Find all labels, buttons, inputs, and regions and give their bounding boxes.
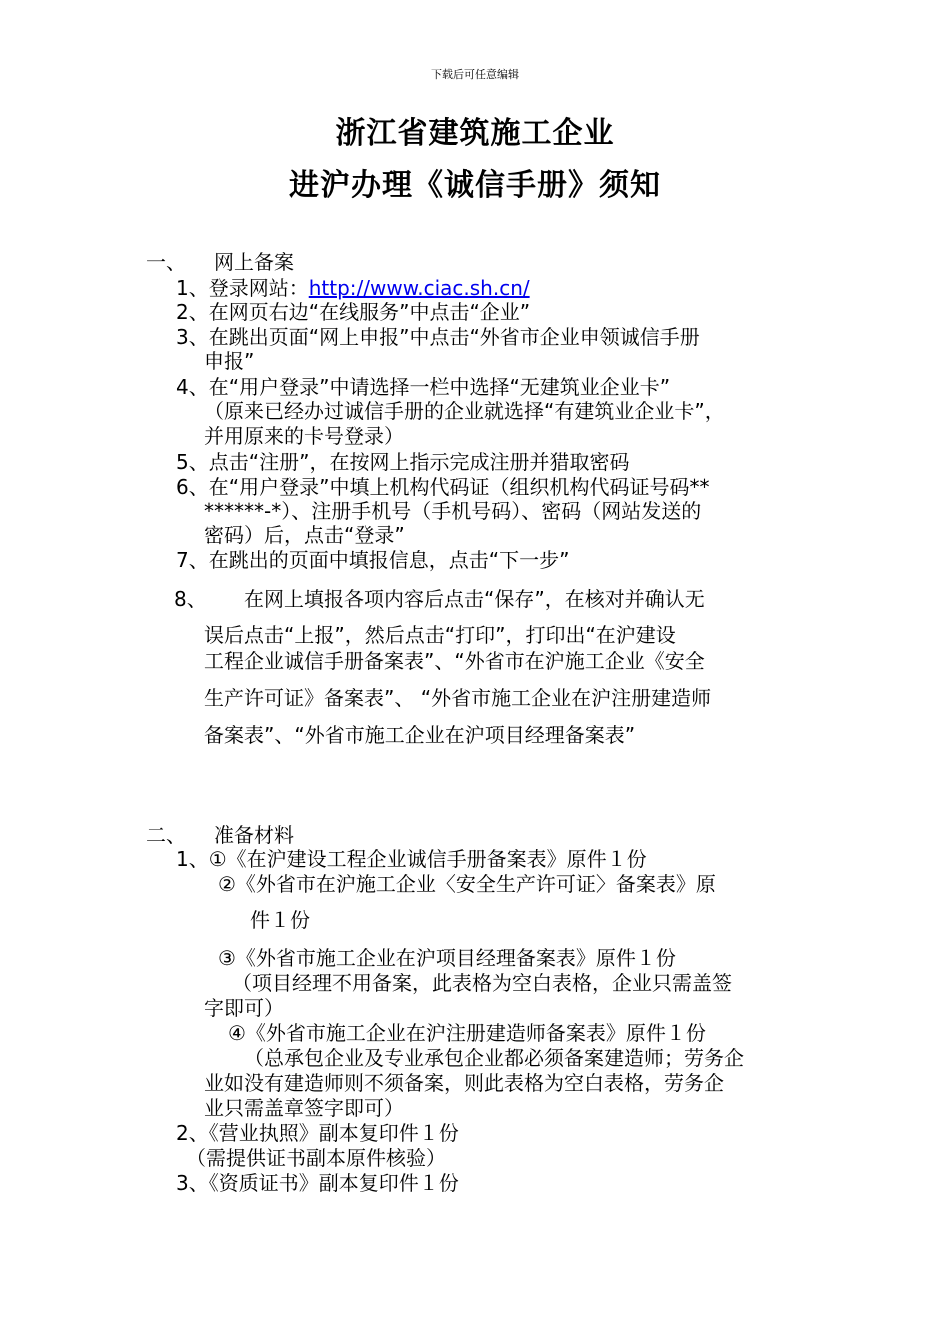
item-4-line-3: 并用原来的卡号登录） bbox=[204, 424, 404, 448]
material-1c-note-line-2: 字即可） bbox=[204, 996, 284, 1020]
material-1d-note-line-3: 业只需盖章签字即可） bbox=[204, 1096, 404, 1120]
item-8-line-4: 生产许可证》备案表”、 “外省市施工企业在沪注册建造师 bbox=[204, 686, 712, 710]
material-3: 3、《资质证书》副本复印件１份 bbox=[176, 1171, 459, 1195]
item-6-line-3: 密码）后，点击“登录” bbox=[204, 523, 405, 547]
item-8-line-1: 在网上填报各项内容后点击“保存”，在核对并确认无 bbox=[244, 587, 705, 611]
section-2-number: 二、 bbox=[146, 823, 186, 847]
item-6-line-1: 6、在“用户登录”中填上机构代码证（组织机构代码证号码** bbox=[176, 475, 710, 499]
section-1-heading: 网上备案 bbox=[214, 250, 294, 274]
item-8-line-3: 工程企业诚信手册备案表”、“外省市在沪施工企业《安全 bbox=[204, 649, 705, 673]
item-4-line-1: 4、在“用户登录”中请选择一栏中选择“无建筑业企业卡” bbox=[176, 375, 671, 399]
website-link[interactable]: http://www.ciac.sh.cn/ bbox=[308, 276, 530, 300]
material-2: 2、《营业执照》副本复印件１份 bbox=[176, 1121, 459, 1145]
item-3-line-2: 申报” bbox=[204, 349, 255, 373]
material-1c: ③《外省市施工企业在沪项目经理备案表》原件１份 bbox=[218, 946, 676, 970]
material-1d-note-line-2: 业如没有建造师则不须备案，则此表格为空白表格，劳务企 bbox=[204, 1071, 724, 1095]
material-1a: 1、①《在沪建设工程企业诚信手册备案表》原件１份 bbox=[176, 847, 647, 871]
item-6-line-2: ******-*）、注册手机号（手机号码）、密码（网站发送的 bbox=[204, 499, 702, 523]
item-8-line-2: 误后点击“上报”，然后点击“打印”，打印出“在沪建设 bbox=[204, 623, 676, 647]
material-1c-note-line-1: （项目经理不用备案，此表格为空白表格，企业只需盖签 bbox=[232, 971, 732, 995]
document-title-line-2: 进沪办理《诚信手册》须知 bbox=[289, 168, 661, 203]
section-2-heading: 准备材料 bbox=[214, 823, 294, 847]
material-1b-line-2: 件１份 bbox=[250, 908, 310, 932]
material-1b-line-1: ②《外省市在沪施工企业〈安全生产许可证〉备案表》原 bbox=[218, 872, 716, 896]
document-title-line-1: 浙江省建筑施工企业 bbox=[335, 116, 615, 151]
item-7: 7、在跳出的页面中填报信息，点击“下一步” bbox=[176, 548, 570, 572]
material-2-note: （需提供证书副本原件核验） bbox=[186, 1146, 446, 1170]
section-1-number: 一、 bbox=[146, 250, 186, 274]
item-1 bbox=[176, 276, 530, 300]
header-note: 下载后可任意编辑 bbox=[431, 68, 519, 81]
item-2: 2、在网页右边“在线服务”中点击“企业” bbox=[176, 300, 531, 324]
item-8-number: 8、 bbox=[174, 587, 207, 611]
item-8-line-5: 备案表”、“外省市施工企业在沪项目经理备案表” bbox=[204, 723, 636, 747]
item-4-line-2: （原来已经办过诚信手册的企业就选择“有建筑业企业卡”， bbox=[204, 399, 725, 423]
item-5: 5、点击“注册”，在按网上指示完成注册并猎取密码 bbox=[176, 450, 630, 474]
material-1d-note-line-1: （总承包企业及专业承包企业都必须备案建造师；劳务企 bbox=[244, 1046, 744, 1070]
item-1-label: 1、登录网站： bbox=[176, 276, 309, 300]
item-3-line-1: 3、在跳出页面“网上申报”中点击“外省市企业申领诚信手册 bbox=[176, 325, 700, 349]
material-1d: ④《外省市施工企业在沪注册建造师备案表》原件１份 bbox=[228, 1021, 706, 1045]
